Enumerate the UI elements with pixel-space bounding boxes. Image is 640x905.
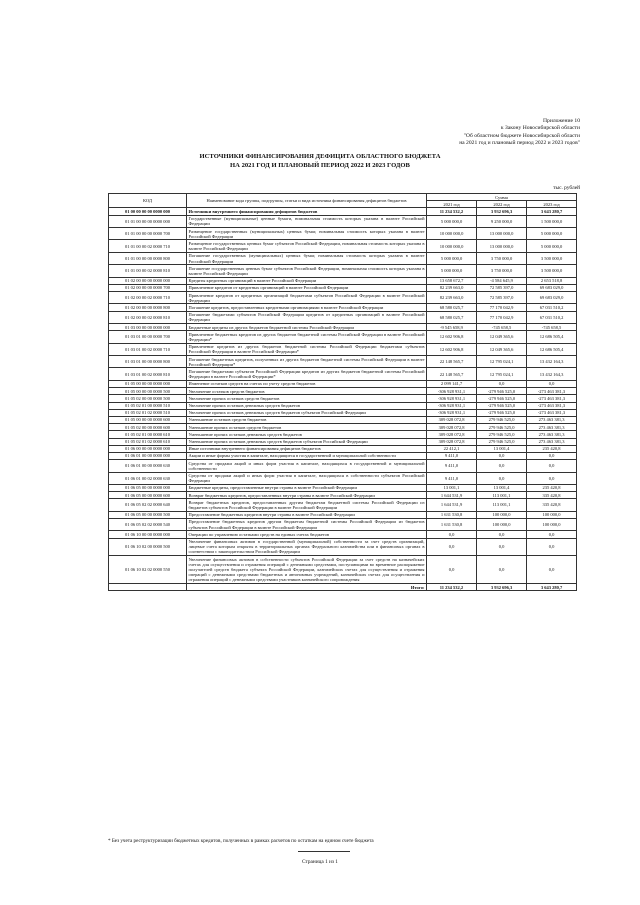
total-row <box>109 584 577 591</box>
row-value-2021: 12 602 906,8 <box>427 343 477 355</box>
row-value-2021: 309 028 072,8 <box>427 438 477 445</box>
row-value-2023: 13 432 164,3 <box>527 368 577 380</box>
table-row <box>109 356 577 368</box>
row-value-2023: 335 420,8 <box>527 499 577 511</box>
row-code: 01 02 00 00 02 0000 810 <box>109 311 187 323</box>
table-row <box>109 452 577 459</box>
row-name: Уменьшение прочих остатков средств бюджетов <box>187 424 427 431</box>
row-value-2023: 3 643 280,7 <box>527 208 577 215</box>
row-code: 01 05 02 01 00 0000 510 <box>109 402 187 409</box>
row-value-2021: 9 411,0 <box>427 472 477 484</box>
row-value-2023: 0,0 <box>527 472 577 484</box>
table-row <box>109 431 577 438</box>
table-row <box>109 402 577 409</box>
row-value-2023: 273 463 381,3 <box>527 424 577 431</box>
row-code: 01 06 10 02 02 0000 550 <box>109 556 187 584</box>
total-value-2023: 3 643 280,7 <box>527 584 577 591</box>
row-value-2022: 13 001,4 <box>477 484 527 491</box>
row-value-2022: -279 946 525,0 <box>477 388 527 395</box>
row-value-2022: 0,0 <box>477 556 527 584</box>
row-value-2021: 13 658 672,7 <box>427 277 477 284</box>
row-value-2022: 12 049 365,6 <box>477 343 527 355</box>
table-row <box>109 228 577 240</box>
row-code: 01 06 01 00 02 0000 630 <box>109 472 187 484</box>
row-code: 01 05 02 00 00 0000 500 <box>109 395 187 402</box>
row-name: Операции по управлению остатками средств на единых счетах бюджетов <box>187 531 427 538</box>
row-code: 01 02 00 00 00 0000 000 <box>109 277 187 284</box>
row-value-2021: -306 928 931,1 <box>427 388 477 395</box>
header-name: Наименование кода группы, подгруппы, статьи и вида источника финансирования дефицитов бюджетов <box>187 194 427 208</box>
row-code: 01 03 01 00 00 0000 800 <box>109 356 187 368</box>
table-row <box>109 265 577 277</box>
appendix-line: к Закону Новосибирской области <box>500 125 580 132</box>
table-row <box>109 277 577 284</box>
footnote: * Без учета реструктуризации бюджетных кредитов, полученных в рамках расчетов по остаткам на едином счете бюджета <box>108 838 374 844</box>
row-value-2022: 77 170 042,9 <box>477 311 527 323</box>
row-name: Увеличение прочих остатков средств бюджетов <box>187 395 427 402</box>
row-name: Привлечение кредитов из других бюджетов бюджетной системы Российской Федерации бюджетами субъектов Российской Федерации в валюте Российской Федерации* <box>188 344 425 355</box>
row-value-2023: 0,0 <box>527 452 577 459</box>
row-value-2023: 0,0 <box>527 380 577 387</box>
row-value-2023: 67 031 510,2 <box>527 304 577 311</box>
row-value-2022: 0,0 <box>477 531 527 538</box>
row-value-2022: 279 946 525,0 <box>477 431 527 438</box>
row-value-2023: 273 463 381,3 <box>527 416 577 423</box>
table-row <box>109 395 577 402</box>
table-row <box>109 208 577 215</box>
row-value-2022: 279 946 525,0 <box>477 416 527 423</box>
row-code: 01 06 05 00 00 0000 000 <box>109 484 187 491</box>
table-row <box>109 388 577 395</box>
row-value-2022: 13 001,4 <box>477 445 527 452</box>
row-value-2022: 3 932 696,3 <box>477 208 527 215</box>
title-line: НА 2021 ГОД И ПЛАНОВЫЙ ПЕРИОД 2022 И 2023 ГОДОВ <box>230 162 410 169</box>
row-name: Средства от продажи акций и иных форм участия в капитале, находящихся в государственной и муниципальной собственности <box>188 460 425 471</box>
table-row <box>109 472 577 484</box>
row-value-2023: 273 463 381,3 <box>527 431 577 438</box>
row-code: 01 02 00 00 00 0000 700 <box>109 284 187 291</box>
table-body <box>109 208 577 584</box>
row-code: 01 00 00 00 00 0000 000 <box>109 208 187 215</box>
row-value-2022: 72 585 397,0 <box>477 284 527 291</box>
row-value-2022: 0,0 <box>477 538 527 556</box>
row-name: Привлечение бюджетных кредитов из других бюджетов бюджетной системы Российской Федерации в валюте Российской Федерации* <box>188 331 425 342</box>
row-value-2023: 273 463 381,3 <box>527 438 577 445</box>
row-name: Привлечение кредитов от кредитных организаций в валюте Российской Федерации <box>187 284 427 291</box>
row-code: 01 01 00 00 00 0000 700 <box>109 228 187 240</box>
row-code: 01 05 00 00 00 0000 600 <box>109 416 187 423</box>
row-code: 01 05 02 01 02 0000 610 <box>109 438 187 445</box>
row-code: 01 06 05 00 00 0000 600 <box>109 492 187 499</box>
row-value-2021: 13 001,1 <box>427 484 477 491</box>
row-value-2021: 309 028 072,8 <box>427 416 477 423</box>
row-value-2023: 100 000,0 <box>527 518 577 530</box>
row-code: 01 03 01 00 00 0000 700 <box>109 331 187 343</box>
row-value-2023: -745 658,5 <box>527 324 577 331</box>
row-value-2023: 0,0 <box>527 531 577 538</box>
separator-line <box>298 851 350 852</box>
row-value-2023: -273 463 381,3 <box>527 395 577 402</box>
table-row <box>109 424 577 431</box>
row-value-2021: 2 099 141,7 <box>427 380 477 387</box>
row-value-2023: 5 000 000,0 <box>527 240 577 252</box>
table-row <box>109 215 577 227</box>
row-value-2022: 72 585 397,0 <box>477 292 527 304</box>
row-value-2023: 100 000,0 <box>527 511 577 518</box>
row-code: 01 05 00 00 00 0000 000 <box>109 380 187 387</box>
row-value-2021: 68 580 025,7 <box>427 311 477 323</box>
row-value-2022: 0,0 <box>477 380 527 387</box>
table-row <box>109 409 577 416</box>
row-name: Погашение государственных ценных бумаг субъектов Российской Федерации, номинальная стоимость которых указана в валюте Российской Федерации <box>188 265 425 276</box>
table-row <box>109 380 577 387</box>
row-name: Увеличение финансовых активов в собственности субъектов Российской Федерации за счет средств на казначейских счетах для осуществления и отражения операций с денежными средствами, поступающими во временное распоряжение получателей средств бюджета субъекта Российской Федерации, казначейских счетах для осуществления и отражения операций с денежными средствами бюджетных и автономных учреждений, казначейских счетах для осуществления и отражения операций с денежными средствами участников казначейского сопровождения <box>188 556 425 583</box>
row-value-2022: 0,0 <box>477 460 527 472</box>
row-name: Погашение бюджетами субъектов Российской Федерации кредитов из других бюджетов бюджетной системы Российской Федерации в валюте Российской Федерации* <box>188 368 425 380</box>
table-row <box>109 511 577 518</box>
row-value-2021: 1 644 531,9 <box>427 499 477 511</box>
row-value-2022: 3 750 000,0 <box>477 265 527 277</box>
row-value-2021: 0,0 <box>427 531 477 538</box>
table-row <box>109 556 577 584</box>
row-value-2023: 5 000 000,0 <box>527 228 577 240</box>
row-name: Возврат бюджетных кредитов, предоставленных другим бюджетам бюджетной системы Российской Федерации из бюджетов субъектов Российской Федерации в валюте Российской Федерации <box>188 499 425 511</box>
table-row <box>109 518 577 530</box>
row-name: Источники внутреннего финансирования дефицитов бюджетов <box>187 208 427 215</box>
title-line: ИСТОЧНИКИ ФИНАНСИРОВАНИЯ ДЕФИЦИТА ОБЛАСТНОГО БЮДЖЕТА <box>199 153 441 160</box>
row-value-2021: 9 411,0 <box>427 460 477 472</box>
row-value-2021: 22 412,1 <box>427 445 477 452</box>
appendix-header <box>320 118 580 148</box>
row-code: 01 05 02 01 02 0000 510 <box>109 409 187 416</box>
table-row <box>109 368 577 380</box>
row-code: 01 03 00 00 00 0000 000 <box>109 324 187 331</box>
row-value-2022: 9 250 000,0 <box>477 215 527 227</box>
row-value-2023: 2 653 518,8 <box>527 277 577 284</box>
table-row <box>109 460 577 472</box>
row-name: Погашение кредитов, предоставленных кредитными организациями в валюте Российской Федерации <box>187 304 427 311</box>
row-code: 01 06 01 00 00 0000 630 <box>109 460 187 472</box>
row-value-2023: 0,0 <box>527 538 577 556</box>
table-row <box>109 343 577 355</box>
row-value-2023: 3 500 000,0 <box>527 265 577 277</box>
header-year-2021: 2021 год <box>427 201 477 208</box>
row-value-2021: 22 148 565,7 <box>427 368 477 380</box>
row-value-2022: 13 000 000,0 <box>477 240 527 252</box>
table-row <box>109 311 577 323</box>
table-row <box>109 284 577 291</box>
document-title <box>90 152 550 170</box>
units-label: тыс. рублей <box>553 185 580 191</box>
row-name: Возврат бюджетных кредитов, предоставленных внутри страны в валюте Российской Федерации <box>187 492 427 499</box>
row-value-2023: -273 463 381,3 <box>527 402 577 409</box>
row-value-2022: 100 000,0 <box>477 511 527 518</box>
row-code: 01 06 05 02 02 0000 540 <box>109 518 187 530</box>
table-row <box>109 499 577 511</box>
row-value-2021: 68 580 025,7 <box>427 304 477 311</box>
row-value-2021: 5 000 000,0 <box>427 265 477 277</box>
row-value-2022: 0,0 <box>477 452 527 459</box>
row-code: 01 06 05 02 02 0000 640 <box>109 499 187 511</box>
row-name: Государственные (муниципальные) ценные бумаги, номинальная стоимость которых указана в валюте Российской Федерации <box>188 216 425 227</box>
row-value-2022: 113 001,1 <box>477 492 527 499</box>
row-code: 01 06 10 00 00 0000 000 <box>109 531 187 538</box>
header-year-2023: 2023 год <box>527 201 577 208</box>
row-value-2021: 12 602 906,8 <box>427 331 477 343</box>
table-row <box>109 438 577 445</box>
row-name: Размещение государственных ценных бумаг субъектов Российской Федерации, номинальная стоимость которых указана в валюте Российской Федерации <box>188 240 425 252</box>
table-row <box>109 331 577 343</box>
table-row <box>109 416 577 423</box>
row-value-2023: 0,0 <box>527 556 577 584</box>
row-code: 01 01 00 00 00 0000 800 <box>109 252 187 264</box>
row-value-2023: 3 500 000,0 <box>527 252 577 264</box>
row-value-2023: 13 432 164,3 <box>527 356 577 368</box>
total-value-2022: 3 932 696,3 <box>477 584 527 591</box>
row-name: Погашение бюджетами субъектов Российской Федерации кредитов от кредитных организаций в валюте Российской Федерации <box>188 312 425 323</box>
row-value-2021: 1 631 530,8 <box>427 518 477 530</box>
row-value-2023: 69 683 029,0 <box>527 284 577 291</box>
row-code: 01 02 00 00 00 0000 800 <box>109 304 187 311</box>
total-value-2021: 11 234 532,2 <box>427 584 477 591</box>
row-value-2022: -4 584 645,9 <box>477 277 527 284</box>
row-value-2023: 335 420,8 <box>527 492 577 499</box>
row-code: 01 05 02 01 00 0000 610 <box>109 431 187 438</box>
row-code: 01 06 00 00 00 0000 000 <box>109 445 187 452</box>
row-value-2023: 69 683 029,0 <box>527 292 577 304</box>
row-value-2021: 0,0 <box>427 556 477 584</box>
row-code: 01 02 00 00 02 0000 710 <box>109 292 187 304</box>
row-name: Увеличение прочих остатков денежных средств бюджетов <box>187 402 427 409</box>
row-value-2022: 3 750 000,0 <box>477 252 527 264</box>
row-value-2023: 12 686 505,4 <box>527 331 577 343</box>
row-value-2021: 82 239 663,0 <box>427 284 477 291</box>
row-value-2023: 0,0 <box>527 460 577 472</box>
row-value-2021: 309 028 072,8 <box>427 431 477 438</box>
row-name: Уменьшение прочих остатков денежных средств бюджетов <box>187 431 427 438</box>
row-name: Привлечение кредитов от кредитных организаций бюджетами субъектов Российской Федерации в валюте Российской Федерации <box>188 292 425 303</box>
row-name: Предоставление бюджетных кредитов внутри страны в валюте Российской Федерации <box>187 511 427 518</box>
row-code: 01 01 00 00 00 0000 000 <box>109 215 187 227</box>
row-name: Уменьшение остатков средств бюджетов <box>187 416 427 423</box>
row-value-2022: 0,0 <box>477 472 527 484</box>
row-name: Бюджетные кредиты из других бюджетов бюджетной системы Российской Федерации <box>187 324 427 331</box>
row-code: 01 03 01 00 02 0000 710 <box>109 343 187 355</box>
row-value-2022: -745 658,5 <box>477 324 527 331</box>
row-value-2023: 235 420,8 <box>527 445 577 452</box>
row-value-2022: 100 000,0 <box>477 518 527 530</box>
row-value-2022: -279 946 525,0 <box>477 409 527 416</box>
row-code: 01 05 00 00 00 0000 500 <box>109 388 187 395</box>
header-code: КОД <box>109 194 187 208</box>
row-name: Акции и иные формы участия в капитале, находящиеся в государственной и муниципальной собственности <box>187 452 427 459</box>
row-code: 01 06 01 00 00 0000 000 <box>109 452 187 459</box>
row-name: Предоставление бюджетных кредитов другим бюджетам бюджетной системы Российской Федерации из бюджетов субъектов Российской Федерации в валюте Российской Федерации <box>188 519 425 530</box>
row-code: 01 06 05 00 00 0000 500 <box>109 511 187 518</box>
row-value-2023: -273 463 381,3 <box>527 388 577 395</box>
header-sum: Сумма <box>427 194 577 201</box>
row-value-2021: 309 028 072,8 <box>427 424 477 431</box>
row-name: Погашение бюджетных кредитов, полученных из других бюджетов бюджетной системы Российской Федерации в валюте Российской Федерации* <box>188 356 425 367</box>
row-value-2022: -279 946 525,0 <box>477 395 527 402</box>
row-value-2021: -9 545 658,9 <box>427 324 477 331</box>
row-code: 01 03 01 00 02 0000 810 <box>109 368 187 380</box>
row-name: Увеличение финансовых активов в государственной (муниципальной) собственности за счет средств организаций, лицевые счета которым открыты в территориальных органах Федерального казначейства или в финансовых органах в соответствии с законодательством Российской Федерации <box>188 539 425 555</box>
row-value-2022: -279 946 525,0 <box>477 402 527 409</box>
total-label: Итого: <box>187 584 427 591</box>
row-name: Изменение остатков средств на счетах по учету средств бюджетов <box>187 380 427 387</box>
row-value-2023: 235 420,8 <box>527 484 577 491</box>
row-value-2022: 12 795 024,1 <box>477 368 527 380</box>
row-value-2021: 10 000 000,0 <box>427 240 477 252</box>
row-name: Средства от продажи акций и иных форм участия в капитале, находящихся в собственности субъектов Российской Федерации <box>188 473 425 484</box>
row-value-2021: -306 928 931,1 <box>427 402 477 409</box>
row-value-2022: 12 795 024,1 <box>477 356 527 368</box>
row-value-2022: 77 170 042,9 <box>477 304 527 311</box>
row-name: Бюджетные кредиты, предоставленные внутри страны в валюте Российской Федерации <box>187 484 427 491</box>
row-code: 01 01 00 00 02 0000 710 <box>109 240 187 252</box>
row-code: 01 01 00 00 02 0000 810 <box>109 265 187 277</box>
table-row <box>109 538 577 556</box>
row-name: Увеличение остатков средств бюджетов <box>187 388 427 395</box>
row-name: Кредиты кредитных организаций в валюте Российской Федерации <box>187 277 427 284</box>
appendix-line: "Об областном бюджете Новосибирской области <box>463 132 580 139</box>
financing-sources-table <box>108 193 577 591</box>
row-value-2021: 9 411,0 <box>427 452 477 459</box>
row-name: Увеличение прочих остатков денежных средств бюджетов субъектов Российской Федерации <box>187 409 427 416</box>
row-name: Иные источники внутреннего финансирования дефицитов бюджетов <box>187 445 427 452</box>
table-row <box>109 252 577 264</box>
row-value-2022: 279 946 525,0 <box>477 424 527 431</box>
table-row <box>109 240 577 252</box>
row-name: Размещение государственных (муниципальных) ценных бумаг, номинальная стоимость которых указана в валюте Российской Федерации <box>188 228 425 239</box>
row-value-2022: 113 001,1 <box>477 499 527 511</box>
row-name: Уменьшение прочих остатков денежных средств бюджетов субъектов Российской Федерации <box>187 438 427 445</box>
row-value-2023: 12 686 505,4 <box>527 343 577 355</box>
row-value-2023: 67 031 510,2 <box>527 311 577 323</box>
row-value-2021: 10 000 000,0 <box>427 228 477 240</box>
row-value-2023: -273 463 381,3 <box>527 409 577 416</box>
row-code: 01 06 10 02 00 0000 500 <box>109 538 187 556</box>
row-value-2021: 22 148 565,7 <box>427 356 477 368</box>
row-value-2022: 13 000 000,0 <box>477 228 527 240</box>
row-value-2022: 12 049 365,6 <box>477 331 527 343</box>
row-code: 01 05 02 00 00 0000 600 <box>109 424 187 431</box>
total-code-cell <box>109 584 187 591</box>
page-number: Страница 1 из 1 <box>302 859 338 865</box>
row-value-2021: 1 644 531,9 <box>427 492 477 499</box>
table-row <box>109 292 577 304</box>
row-value-2021: 11 234 532,2 <box>427 208 477 215</box>
row-value-2021: 1 631 530,8 <box>427 511 477 518</box>
row-name: Погашение государственных (муниципальных) ценных бумаг, номинальная стоимость которых указана в валюте Российской Федерации <box>188 253 425 264</box>
table-row <box>109 445 577 452</box>
row-value-2021: 0,0 <box>427 538 477 556</box>
row-value-2021: 82 239 663,0 <box>427 292 477 304</box>
appendix-line: Приложение 10 <box>542 118 580 124</box>
row-value-2023: 1 500 000,0 <box>527 215 577 227</box>
row-value-2021: 5 000 000,0 <box>427 252 477 264</box>
row-value-2021: 5 000 000,0 <box>427 215 477 227</box>
table-row <box>109 531 577 538</box>
table-row <box>109 492 577 499</box>
row-value-2021: -306 928 931,1 <box>427 395 477 402</box>
header-year-2022: 2022 год <box>477 201 527 208</box>
row-value-2021: -306 928 931,1 <box>427 409 477 416</box>
table-row <box>109 304 577 311</box>
table-row <box>109 324 577 331</box>
row-value-2022: 279 946 525,0 <box>477 438 527 445</box>
table-row <box>109 484 577 491</box>
appendix-line: на 2021 год и плановый период 2022 и 2023 годов" <box>459 140 580 147</box>
